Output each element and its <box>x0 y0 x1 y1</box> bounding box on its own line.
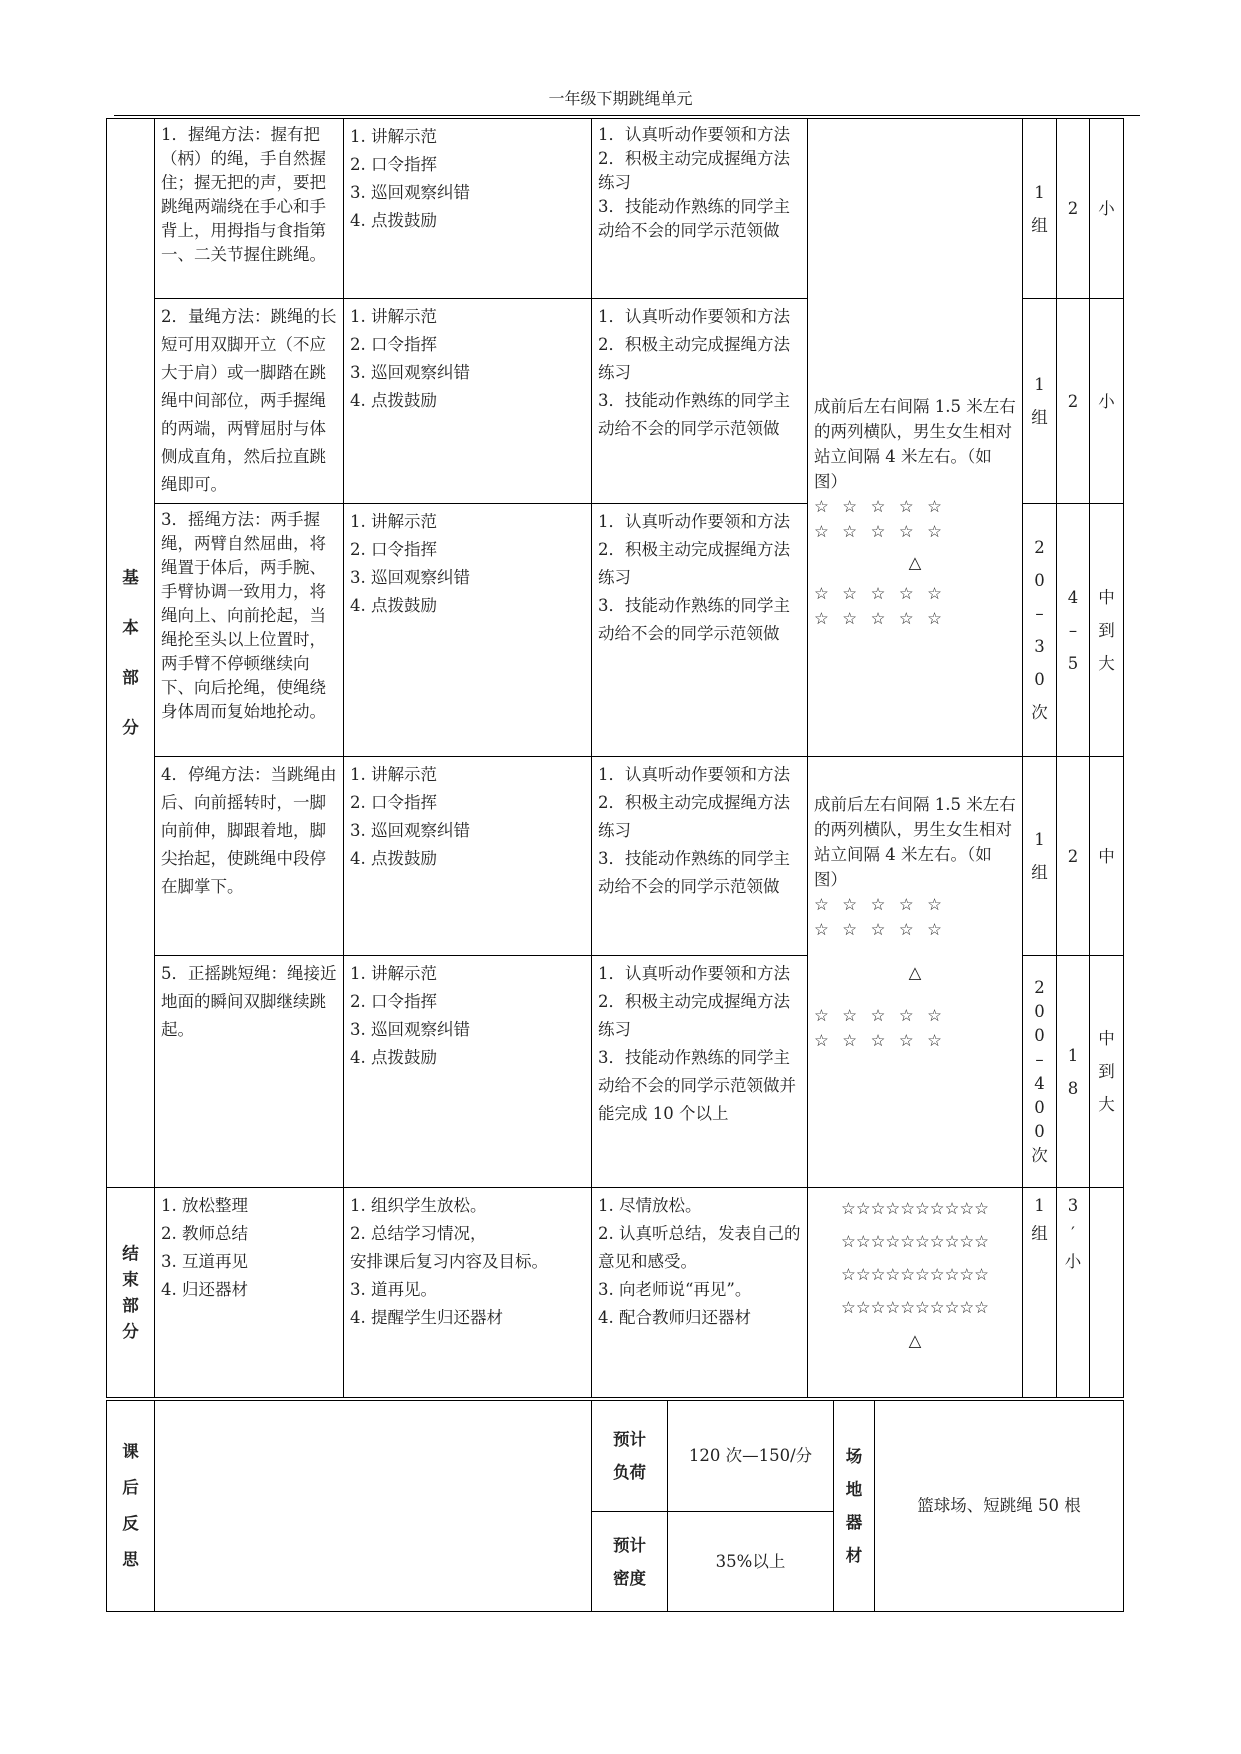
teacher-cell: 1. 组织学生放松。 2. 总结学习情况， 安排课后复习内容及目标。 3. 道再见。 4. 提醒学生归还器材 <box>344 1188 592 1398</box>
duration-cell: 2 <box>1057 119 1090 299</box>
student-formation-row: ☆☆☆☆☆☆☆☆☆☆ <box>841 1265 989 1284</box>
section-label-ending: 结 束 部 分 <box>107 1188 155 1398</box>
organization-cell: 成前后左右间隔 1.5 米左右的两列横队，男生女生相对站立间隔 4 米左右。（如图） ☆ ☆ ☆ ☆ ☆ ☆ ☆ ☆ ☆ ☆ △ ☆ ☆ ☆ ☆ ☆ ☆ ☆ ☆ ☆ ☆ <box>808 119 1023 757</box>
venue-equipment-label: 场 地 器 材 <box>834 1401 875 1612</box>
student-formation-row: ☆ ☆ ☆ ☆ ☆ <box>814 1030 943 1050</box>
times-cell: 1 组 <box>1023 757 1057 956</box>
intensity-cell: 小 <box>1090 299 1124 504</box>
content-cell: 5．正摇跳短绳：绳接近地面的瞬间双脚继续跳起。 <box>155 956 344 1188</box>
student-formation-row: ☆☆☆☆☆☆☆☆☆☆ <box>841 1232 989 1251</box>
expected-load-label: 预计 负荷 <box>592 1401 668 1512</box>
table-row <box>107 1401 1124 1512</box>
content-cell: 3．摇绳方法：两手握绳，两臂自然屈曲，将绳置于体后，两手腕、手臂协调一致用力，将绳向上、向前抡起，当绳抡至头以上位置时，两手臂不停顿继续向下、向后抡绳，使绳绕身体周而复始地抡动。 <box>155 504 344 757</box>
duration-cell: 1 8 <box>1057 956 1090 1188</box>
header-rule <box>114 115 1140 116</box>
table-row <box>107 119 1124 299</box>
student-cell: 1. 尽情放松。 2. 认真听总结，发表自己的意见和感受。 3. 向老师说“再见”。 4. 配合教师归还器材 <box>592 1188 808 1398</box>
content-cell: 4．停绳方法：当跳绳由后、向前摇转时，一脚向前伸，脚跟着地，脚尖抬起，使跳绳中段停在脚掌下。 <box>155 757 344 956</box>
student-cell: 1．认真听动作要领和方法 2．积极主动完成握绳方法练习 3．技能动作熟练的同学主动给不会的同学示范领做 <box>592 504 808 757</box>
empty-cell <box>1090 1188 1124 1398</box>
student-formation-row: ☆ ☆ ☆ ☆ ☆ <box>814 584 943 603</box>
teacher-cell: 1. 讲解示范 2. 口令指挥 3. 巡回观察纠错 4. 点拨鼓励 <box>344 956 592 1188</box>
expected-density-label: 预计 密度 <box>592 1512 668 1612</box>
lesson-plan-table <box>106 118 1124 1398</box>
times-cell: 1 组 <box>1023 299 1057 504</box>
table-row <box>107 1188 1124 1398</box>
section-label-reflection: 课 后 反 思 <box>107 1401 155 1612</box>
duration-cell: 2 <box>1057 757 1090 956</box>
intensity-cell: 中 到 大 <box>1090 504 1124 757</box>
duration-cell: 3 ′ 小 <box>1057 1188 1090 1398</box>
content-cell: 1．握绳方法：握有把（柄）的绳，手自然握住；握无把的声，要把跳绳两端绕在手心和手背上，用拇指与食指第一、二关节握住跳绳。 <box>155 119 344 299</box>
teacher-cell: 1. 讲解示范 2. 口令指挥 3. 巡回观察纠错 4. 点拨鼓励 <box>344 504 592 757</box>
student-cell: 1．认真听动作要领和方法 2．积极主动完成握绳方法练习 3．技能动作熟练的同学主动给不会的同学示范领做 <box>592 299 808 504</box>
expected-load-value: 120 次—150/分 <box>668 1401 834 1512</box>
teacher-cell: 1. 讲解示范 2. 口令指挥 3. 巡回观察纠错 4. 点拨鼓励 <box>344 299 592 504</box>
student-formation-row: ☆☆☆☆☆☆☆☆☆☆ <box>841 1199 989 1218</box>
teacher-position-icon: △ <box>908 962 922 982</box>
times-cell: 2 0 – 3 0 次 <box>1023 504 1057 757</box>
intensity-cell: 小 <box>1090 119 1124 299</box>
student-cell: 1．认真听动作要领和方法 2．积极主动完成握绳方法练习 3．技能动作熟练的同学主动给不会的同学示范领做 <box>592 757 808 956</box>
duration-cell: 4 – 5 <box>1057 504 1090 757</box>
content-cell: 2．量绳方法：跳绳的长短可用双脚开立（不应大于肩）或一脚踏在跳绳中间部位，两手握绳的两端，两臂屈肘与体侧成直角，然后拉直跳绳即可。 <box>155 299 344 504</box>
times-cell: 1 组 <box>1023 1188 1057 1398</box>
teacher-position-icon: △ <box>908 553 922 572</box>
duration-cell: 2 <box>1057 299 1090 504</box>
content-cell: 1. 放松整理 2. 教师总结 3. 互道再见 4. 归还器材 <box>155 1188 344 1398</box>
teacher-cell: 1. 讲解示范 2. 口令指挥 3. 巡回观察纠错 4. 点拨鼓励 <box>344 757 592 956</box>
organization-cell <box>808 1188 1023 1398</box>
student-formation-row: ☆ ☆ ☆ ☆ ☆ <box>814 522 943 541</box>
times-cell: 2 0 0 – 4 0 0 次 <box>1023 956 1057 1188</box>
organization-cell: 成前后左右间隔 1.5 米左右的两列横队，男生女生相对站立间隔 4 米左右。（如图） ☆ ☆ ☆ ☆ ☆ ☆ ☆ ☆ ☆ ☆ △ ☆ ☆ ☆ ☆ ☆ ☆ ☆ ☆ ☆ ☆ <box>808 757 1023 1188</box>
reflection-notes <box>155 1401 592 1612</box>
expected-density-value: 35%以上 <box>668 1512 834 1612</box>
page-header: 一年级下期跳绳单元 <box>548 89 693 108</box>
student-formation-row: ☆☆☆☆☆☆☆☆☆☆ <box>841 1298 989 1317</box>
teacher-cell: 1. 讲解示范 2. 口令指挥 3. 巡回观察纠错 4. 点拨鼓励 <box>344 119 592 299</box>
venue-equipment-value: 篮球场、短跳绳 50 根 <box>875 1401 1124 1612</box>
section-label-basic: 基 本 部 分 <box>107 119 155 1188</box>
teacher-position-icon: △ <box>908 1331 922 1350</box>
reflection-table <box>106 1400 1124 1612</box>
intensity-cell: 中 到 大 <box>1090 956 1124 1188</box>
student-cell: 1．认真听动作要领和方法 2．积极主动完成握绳方法练习 3．技能动作熟练的同学主动给不会的同学示范领做并能完成 10 个以上 <box>592 956 808 1188</box>
times-cell: 1 组 <box>1023 119 1057 299</box>
student-cell: 1．认真听动作要领和方法 2．积极主动完成握绳方法练习 3．技能动作熟练的同学主动给不会的同学示范领做 <box>592 119 808 299</box>
table-row <box>107 757 1124 956</box>
student-formation-row: ☆ ☆ ☆ ☆ ☆ <box>814 919 943 939</box>
student-formation-row: ☆ ☆ ☆ ☆ ☆ <box>814 894 943 914</box>
intensity-cell: 中 <box>1090 757 1124 956</box>
student-formation-row: ☆ ☆ ☆ ☆ ☆ <box>814 497 943 516</box>
student-formation-row: ☆ ☆ ☆ ☆ ☆ <box>814 609 943 628</box>
student-formation-row: ☆ ☆ ☆ ☆ ☆ <box>814 1005 943 1025</box>
